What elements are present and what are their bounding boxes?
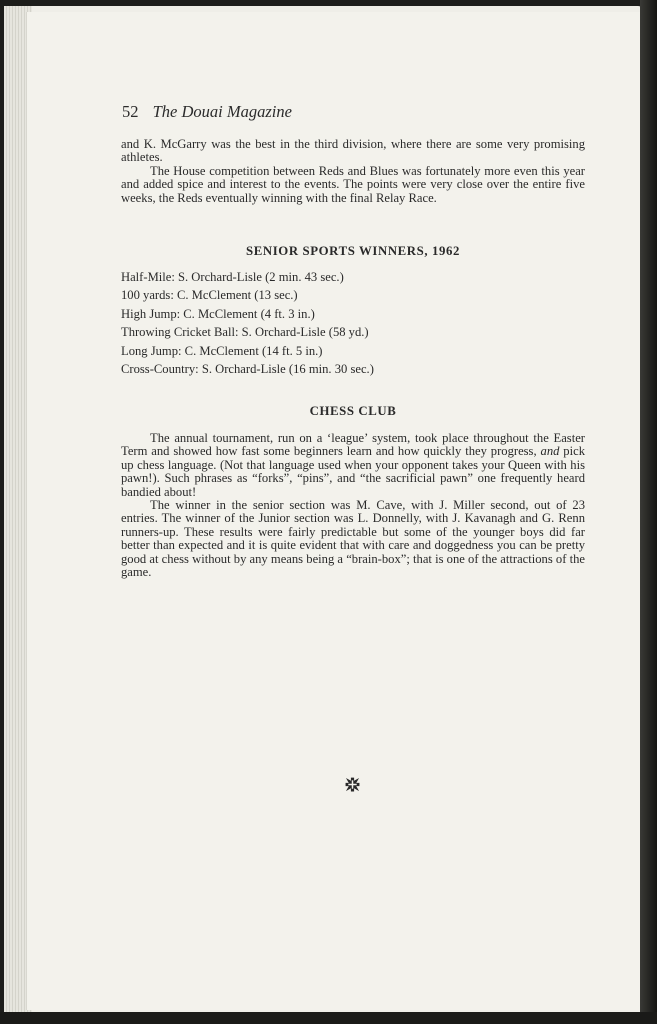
chess-text-italic: and — [540, 444, 560, 459]
bottom-shadow — [0, 1012, 657, 1024]
winner-entry: Half-Mile: S. Orchard-Lisle (2 min. 43 sec.) — [121, 270, 344, 284]
chess-text-part: The annual tournament, run on a ‘league’ system, took place throughout the Easter Term and showed how fast some beginners learn and how quickly they progress, — [121, 431, 585, 459]
winner-entry: Cross-Country: S. Orchard-Lisle (16 min. 30 sec.) — [121, 361, 374, 376]
winner-entry: High Jump: C. McClement (4 ft. 3 in.) — [121, 306, 315, 321]
page-number: 52 — [122, 102, 139, 121]
intro-paragraph: and K. McGarry was the best in the third division, where there are some very promising athletes. — [121, 137, 585, 165]
winner-entry: 100 yards: C. McClement (13 sec.) — [121, 288, 298, 303]
book-spine-shadow — [640, 0, 657, 1024]
magazine-title: The Douai Magazine — [152, 102, 292, 121]
chess-paragraph — [121, 432, 585, 499]
winners-list — [121, 268, 561, 378]
chess-text-part: pick up chess language. (Not that language used when your opponent takes your Queen with his pawn!). Such phrases as “forks”, “pins”, and “the sacrificial pawn” one frequently heard bandied about! — [121, 444, 585, 499]
chess-club-text — [121, 432, 585, 579]
intro-paragraph: The House competition between Reds and Blues was fortunately more even this year and added spice and interest to the events. The points were very close over the entire five weeks, the Reds eventually winning with the final Relay Race. — [121, 163, 585, 205]
senior-sports-heading: SENIOR SPORTS WINNERS, 1962 — [246, 244, 460, 258]
cross-patee-icon — [345, 777, 360, 792]
winner-entry: Throwing Cricket Ball: S. Orchard-Lisle (58 yd.) — [121, 325, 369, 340]
intro-text — [121, 138, 585, 205]
chess-paragraph: The winner in the senior section was M. Cave, with J. Miller second, out of 23 entries. The winner of the Junior section was L. Donnelly, with J. Kavanagh and G. Renn runners-up. These results were fairly predictable but some of the younger boys did far better than expected and it is quite evident that with care and doggedness you can be pretty good at chess without by any means being a “brain-box”; that is one of the attractions of the game. — [121, 498, 585, 580]
chess-club-heading: CHESS CLUB — [309, 404, 397, 418]
running-header — [122, 102, 292, 122]
winner-entry: Long Jump: C. McClement (14 ft. 5 in.) — [121, 343, 323, 358]
